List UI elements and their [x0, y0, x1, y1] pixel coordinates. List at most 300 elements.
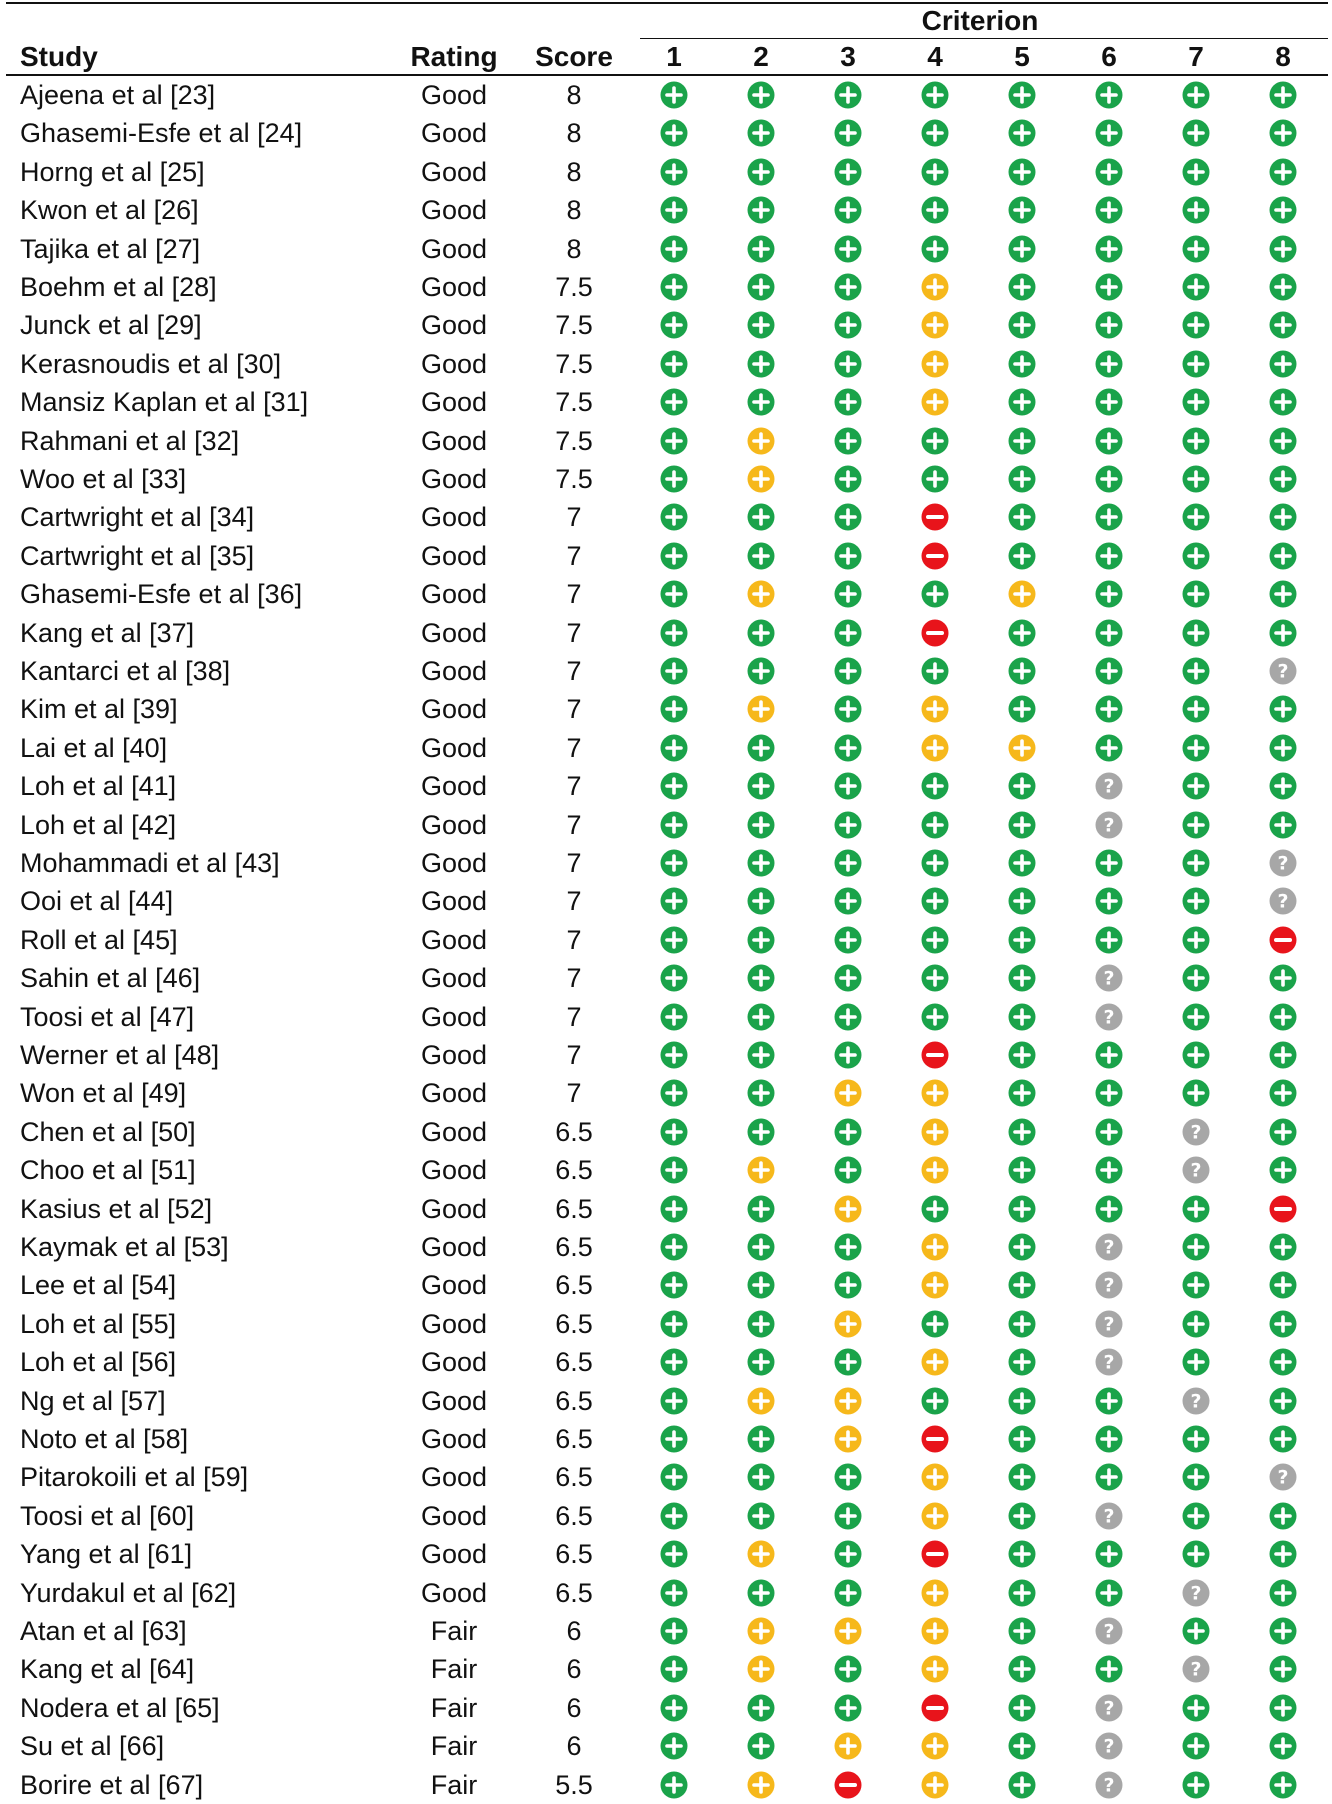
score-cell: 6.5	[555, 1500, 593, 1531]
plus-green-icon	[1182, 964, 1210, 992]
plus-green-icon	[1008, 1310, 1036, 1338]
score-cell: 7	[566, 1040, 582, 1070]
plus-green-icon	[1269, 542, 1297, 570]
table-row	[0, 1574, 1332, 1612]
score-cell: 7	[566, 771, 582, 802]
plus-green-icon	[1095, 695, 1123, 723]
plus-yellow-icon	[921, 734, 949, 762]
plus-green-icon	[660, 1348, 688, 1376]
table-row	[0, 1612, 1332, 1650]
plus-green-icon	[1182, 1502, 1210, 1530]
plus-green-icon	[1095, 427, 1123, 455]
plus-yellow-icon	[834, 1079, 862, 1107]
plus-yellow-icon	[747, 695, 775, 723]
score-cell: 6.5	[555, 1424, 593, 1454]
table-row	[0, 767, 1332, 805]
plus-green-icon	[1269, 1579, 1297, 1607]
table-row	[0, 690, 1332, 728]
column-header-criterion-1: 1	[666, 41, 682, 72]
plus-yellow-icon	[921, 695, 949, 723]
plus-green-icon	[1008, 311, 1036, 339]
plus-green-icon	[660, 427, 688, 455]
svg-text:?: ?	[1103, 1697, 1115, 1720]
criterion-underline	[640, 38, 1328, 39]
question-gray-icon	[1095, 964, 1123, 992]
score-cell: 6.5	[555, 1385, 593, 1416]
study-cell: Chen et al [50]	[20, 1116, 196, 1147]
study-cell: Ajeena et al [23]	[20, 80, 216, 110]
table-row	[0, 1497, 1332, 1535]
study-cell: Kaymak et al [53]	[20, 1232, 229, 1262]
plus-green-icon	[834, 1003, 862, 1031]
plus-green-icon	[1008, 1732, 1036, 1760]
plus-green-icon	[1008, 772, 1036, 800]
plus-green-icon	[1008, 1156, 1036, 1184]
plus-green-icon	[921, 81, 949, 109]
study-cell: Rahmani et al [32]	[20, 425, 240, 456]
plus-green-icon	[747, 619, 775, 647]
plus-green-icon	[834, 1502, 862, 1530]
plus-green-icon	[1095, 926, 1123, 954]
plus-green-icon	[834, 580, 862, 608]
plus-green-icon	[1182, 427, 1210, 455]
study-cell: Kantarci et al [38]	[20, 656, 231, 686]
plus-green-icon	[660, 1617, 688, 1645]
score-cell: 7	[566, 848, 582, 878]
plus-green-icon	[1008, 811, 1036, 839]
plus-green-icon	[834, 1694, 862, 1722]
plus-green-icon	[747, 1003, 775, 1031]
plus-green-icon	[834, 1463, 862, 1491]
plus-green-icon	[660, 1310, 688, 1338]
rating-cell: Fair	[430, 1769, 478, 1800]
question-gray-icon	[1095, 1348, 1123, 1376]
rating-cell: Fair	[430, 1616, 478, 1646]
plus-yellow-icon	[834, 1195, 862, 1223]
score-cell: 7	[566, 579, 582, 610]
svg-text:?: ?	[1103, 1351, 1115, 1374]
plus-green-icon	[660, 158, 688, 186]
rating-cell: Good	[420, 1500, 488, 1531]
plus-green-icon	[1182, 1079, 1210, 1107]
plus-green-icon	[1008, 695, 1036, 723]
score-cell: 6.5	[555, 1232, 593, 1262]
plus-green-icon	[834, 388, 862, 416]
plus-green-icon	[660, 887, 688, 915]
plus-green-icon	[660, 196, 688, 224]
plus-green-icon	[747, 273, 775, 301]
plus-green-icon	[1269, 235, 1297, 263]
plus-green-icon	[834, 811, 862, 839]
minus-red-icon	[921, 542, 949, 570]
plus-green-icon	[834, 1579, 862, 1607]
table-row	[0, 614, 1332, 652]
rating-cell: Good	[420, 272, 488, 302]
plus-green-icon	[1095, 542, 1123, 570]
rating-cell: Good	[420, 1116, 488, 1147]
rating-cell: Good	[420, 732, 488, 763]
question-gray-icon	[1095, 1502, 1123, 1530]
plus-green-icon	[747, 1079, 775, 1107]
plus-green-icon	[1008, 1540, 1036, 1568]
plus-green-icon	[834, 619, 862, 647]
table-row	[0, 1420, 1332, 1458]
plus-green-icon	[747, 1348, 775, 1376]
study-cell: Nodera et al [65]	[20, 1692, 220, 1723]
plus-green-icon	[834, 158, 862, 186]
question-gray-icon	[1269, 849, 1297, 877]
rating-cell: Fair	[430, 1692, 478, 1723]
score-cell: 7	[566, 1078, 582, 1109]
score-cell: 5.5	[555, 1769, 593, 1800]
rating-cell: Good	[420, 1462, 488, 1493]
rating-cell: Good	[420, 694, 488, 725]
plus-green-icon	[660, 1732, 688, 1760]
table-row	[0, 1266, 1332, 1304]
column-header-criterion-2: 2	[753, 41, 769, 72]
plus-green-icon	[1269, 311, 1297, 339]
plus-green-icon	[660, 1233, 688, 1261]
plus-green-icon	[1269, 1617, 1297, 1645]
plus-yellow-icon	[921, 1655, 949, 1683]
plus-green-icon	[1095, 503, 1123, 531]
svg-text:?: ?	[1103, 1313, 1115, 1336]
table-row	[0, 268, 1332, 306]
study-cell: Ghasemi-Esfe et al [36]	[20, 579, 303, 610]
plus-green-icon	[1269, 580, 1297, 608]
plus-green-icon	[1182, 772, 1210, 800]
study-cell: Woo et al [33]	[20, 464, 187, 494]
plus-green-icon	[1182, 1003, 1210, 1031]
plus-green-icon	[1095, 619, 1123, 647]
plus-green-icon	[1182, 619, 1210, 647]
plus-green-icon	[1008, 1425, 1036, 1453]
score-cell: 6.5	[555, 1308, 593, 1339]
rating-cell: Good	[420, 310, 488, 341]
plus-green-icon	[1008, 887, 1036, 915]
rating-cell: Good	[420, 464, 488, 494]
svg-text:?: ?	[1103, 967, 1115, 990]
plus-green-icon	[1008, 503, 1036, 531]
table-row	[0, 422, 1332, 460]
plus-green-icon	[921, 1387, 949, 1415]
plus-green-icon	[1008, 657, 1036, 685]
question-gray-icon	[1095, 1617, 1123, 1645]
question-gray-icon	[1095, 1310, 1123, 1338]
plus-yellow-icon	[921, 1732, 949, 1760]
plus-green-icon	[1182, 1233, 1210, 1261]
plus-yellow-icon	[921, 311, 949, 339]
rating-cell: Good	[420, 924, 488, 955]
plus-yellow-icon	[921, 1156, 949, 1184]
plus-green-icon	[1182, 695, 1210, 723]
plus-green-icon	[1095, 388, 1123, 416]
svg-text:?: ?	[1190, 1658, 1202, 1681]
plus-green-icon	[747, 1310, 775, 1338]
plus-green-icon	[747, 1463, 775, 1491]
plus-yellow-icon	[921, 1348, 949, 1376]
rating-cell: Good	[420, 233, 488, 264]
plus-green-icon	[747, 158, 775, 186]
plus-green-icon	[1182, 311, 1210, 339]
table-row	[0, 1343, 1332, 1381]
study-cell: Loh et al [56]	[20, 1347, 177, 1378]
column-header-criterion-8: 8	[1275, 41, 1291, 72]
study-cell: Su et al [66]	[20, 1731, 165, 1762]
table-row	[0, 1190, 1332, 1228]
plus-green-icon	[747, 772, 775, 800]
column-header-study: Study	[20, 41, 98, 72]
svg-text:?: ?	[1190, 1159, 1202, 1182]
table-row	[0, 306, 1332, 344]
plus-green-icon	[1008, 1348, 1036, 1376]
plus-green-icon	[1269, 772, 1297, 800]
plus-green-icon	[747, 849, 775, 877]
study-cell: Horng et al [25]	[20, 156, 205, 187]
study-cell: Kerasnoudis et al [30]	[20, 348, 282, 379]
plus-green-icon	[834, 235, 862, 263]
plus-green-icon	[747, 1233, 775, 1261]
minus-red-icon	[921, 1694, 949, 1722]
plus-green-icon	[747, 81, 775, 109]
rating-cell: Good	[420, 771, 488, 802]
study-cell: Boehm et al [28]	[20, 272, 217, 302]
plus-green-icon	[1269, 1771, 1297, 1799]
plus-green-icon	[1095, 887, 1123, 915]
table-row	[0, 959, 1332, 997]
table-row	[0, 652, 1332, 690]
question-gray-icon	[1095, 1271, 1123, 1299]
score-cell: 7.5	[555, 348, 593, 379]
plus-green-icon	[1269, 619, 1297, 647]
plus-yellow-icon	[921, 1233, 949, 1261]
score-cell: 6	[566, 1616, 582, 1646]
rating-cell: Good	[420, 1539, 488, 1570]
table-row	[0, 806, 1332, 844]
table-row	[0, 1305, 1332, 1343]
study-cell: Kang et al [37]	[20, 617, 195, 648]
rating-cell: Good	[420, 809, 488, 840]
plus-green-icon	[1095, 1579, 1123, 1607]
study-cell: Toosi et al [60]	[20, 1500, 195, 1531]
plus-green-icon	[747, 1732, 775, 1760]
plus-green-icon	[660, 1771, 688, 1799]
svg-text:?: ?	[1103, 1735, 1115, 1758]
plus-green-icon	[834, 1655, 862, 1683]
plus-green-icon	[660, 1655, 688, 1683]
plus-green-icon	[747, 964, 775, 992]
minus-red-icon	[921, 503, 949, 531]
plus-green-icon	[834, 503, 862, 531]
plus-green-icon	[1095, 81, 1123, 109]
study-cell: Choo et al [51]	[20, 1155, 196, 1186]
table-row	[0, 76, 1332, 114]
plus-green-icon	[660, 1271, 688, 1299]
plus-green-icon	[1008, 273, 1036, 301]
plus-green-icon	[1269, 1271, 1297, 1299]
plus-green-icon	[1182, 503, 1210, 531]
study-cell: Cartwright et al [34]	[20, 502, 255, 533]
plus-green-icon	[660, 503, 688, 531]
plus-yellow-icon	[1008, 734, 1036, 762]
plus-green-icon	[1182, 1041, 1210, 1069]
table-row	[0, 383, 1332, 421]
table-row	[0, 844, 1332, 882]
plus-green-icon	[1095, 1156, 1123, 1184]
plus-yellow-icon	[921, 1617, 949, 1645]
rating-cell: Good	[420, 656, 488, 686]
table-row	[0, 537, 1332, 575]
plus-green-icon	[834, 1233, 862, 1261]
plus-green-icon	[1008, 119, 1036, 147]
svg-text:?: ?	[1103, 1006, 1115, 1029]
plus-green-icon	[1095, 273, 1123, 301]
study-cell: Sahin et al [46]	[20, 963, 201, 994]
plus-green-icon	[921, 580, 949, 608]
plus-green-icon	[660, 1041, 688, 1069]
score-cell: 7	[566, 963, 582, 994]
plus-green-icon	[660, 1118, 688, 1146]
plus-green-icon	[1269, 503, 1297, 531]
plus-green-icon	[1182, 1310, 1210, 1338]
plus-green-icon	[921, 811, 949, 839]
plus-green-icon	[1008, 1003, 1036, 1031]
plus-green-icon	[1182, 542, 1210, 570]
plus-green-icon	[1269, 1156, 1297, 1184]
rating-cell: Good	[420, 1347, 488, 1378]
question-gray-icon	[1095, 1694, 1123, 1722]
question-gray-icon	[1095, 1771, 1123, 1799]
study-cell: Noto et al [58]	[20, 1424, 189, 1454]
plus-green-icon	[1269, 1732, 1297, 1760]
plus-green-icon	[1269, 811, 1297, 839]
plus-green-icon	[834, 119, 862, 147]
plus-green-icon	[921, 657, 949, 685]
table-row	[0, 1689, 1332, 1727]
rating-cell: Good	[420, 387, 488, 418]
svg-text:?: ?	[1277, 852, 1289, 875]
score-cell: 6	[566, 1731, 582, 1762]
plus-green-icon	[1269, 1041, 1297, 1069]
plus-green-icon	[1008, 1617, 1036, 1645]
plus-green-icon	[1008, 1463, 1036, 1491]
plus-yellow-icon	[747, 1771, 775, 1799]
rating-cell: Good	[420, 1155, 488, 1186]
plus-green-icon	[747, 1694, 775, 1722]
svg-text:?: ?	[1103, 814, 1115, 837]
plus-green-icon	[834, 81, 862, 109]
plus-green-icon	[660, 734, 688, 762]
plus-green-icon	[660, 1425, 688, 1453]
plus-green-icon	[1008, 1118, 1036, 1146]
plus-green-icon	[660, 811, 688, 839]
plus-green-icon	[1095, 119, 1123, 147]
plus-green-icon	[747, 1041, 775, 1069]
plus-green-icon	[1269, 119, 1297, 147]
plus-yellow-icon	[747, 465, 775, 493]
plus-green-icon	[660, 964, 688, 992]
plus-green-icon	[1182, 1463, 1210, 1491]
score-cell: 8	[566, 80, 582, 110]
plus-green-icon	[1008, 1694, 1036, 1722]
plus-green-icon	[1095, 1540, 1123, 1568]
plus-green-icon	[747, 235, 775, 263]
plus-green-icon	[1095, 1387, 1123, 1415]
plus-green-icon	[1182, 235, 1210, 263]
plus-green-icon	[1008, 1771, 1036, 1799]
plus-green-icon	[1008, 619, 1036, 647]
plus-green-icon	[660, 1156, 688, 1184]
minus-red-icon	[921, 1540, 949, 1568]
plus-green-icon	[747, 926, 775, 954]
plus-green-icon	[660, 1502, 688, 1530]
rating-cell: Good	[420, 1040, 488, 1070]
plus-green-icon	[921, 849, 949, 877]
plus-green-icon	[1008, 1233, 1036, 1261]
study-cell: Yurdakul et al [62]	[20, 1577, 237, 1608]
study-cell: Pitarokoili et al [59]	[20, 1462, 249, 1493]
rating-cell: Good	[420, 1001, 488, 1032]
plus-green-icon	[660, 465, 688, 493]
plus-green-icon	[921, 119, 949, 147]
question-gray-icon	[1182, 1579, 1210, 1607]
study-cell: Werner et al [48]	[20, 1040, 220, 1070]
plus-yellow-icon	[1008, 580, 1036, 608]
plus-green-icon	[1008, 1502, 1036, 1530]
plus-green-icon	[1095, 1655, 1123, 1683]
minus-red-icon	[1269, 1195, 1297, 1223]
plus-green-icon	[921, 964, 949, 992]
plus-green-icon	[660, 926, 688, 954]
study-cell: Yang et al [61]	[20, 1539, 193, 1570]
rating-cell: Good	[420, 348, 488, 379]
plus-green-icon	[660, 1387, 688, 1415]
svg-text:?: ?	[1277, 660, 1289, 683]
plus-green-icon	[747, 657, 775, 685]
study-cell: Kwon et al [26]	[20, 195, 199, 226]
rating-cell: Good	[420, 963, 488, 994]
svg-text:?: ?	[1103, 1620, 1115, 1643]
plus-green-icon	[1182, 388, 1210, 416]
plus-green-icon	[1095, 734, 1123, 762]
study-cell: Cartwright et al [35]	[20, 540, 255, 571]
plus-green-icon	[660, 1540, 688, 1568]
rating-cell: Good	[420, 579, 488, 610]
plus-green-icon	[1095, 235, 1123, 263]
plus-green-icon	[660, 542, 688, 570]
plus-green-icon	[1182, 1771, 1210, 1799]
score-cell: 7.5	[555, 272, 593, 302]
plus-green-icon	[660, 119, 688, 147]
plus-green-icon	[834, 350, 862, 378]
study-cell: Junck et al [29]	[20, 310, 202, 341]
plus-green-icon	[921, 772, 949, 800]
plus-green-icon	[1182, 158, 1210, 186]
table-row	[0, 1113, 1332, 1151]
rating-cell: Good	[420, 118, 488, 149]
plus-green-icon	[1008, 1387, 1036, 1415]
plus-green-icon	[1008, 1271, 1036, 1299]
table-row	[0, 921, 1332, 959]
plus-green-icon	[1182, 657, 1210, 685]
plus-green-icon	[1182, 350, 1210, 378]
plus-green-icon	[834, 887, 862, 915]
plus-green-icon	[834, 542, 862, 570]
plus-green-icon	[834, 1118, 862, 1146]
plus-green-icon	[1095, 849, 1123, 877]
plus-yellow-icon	[834, 1732, 862, 1760]
plus-green-icon	[1095, 158, 1123, 186]
